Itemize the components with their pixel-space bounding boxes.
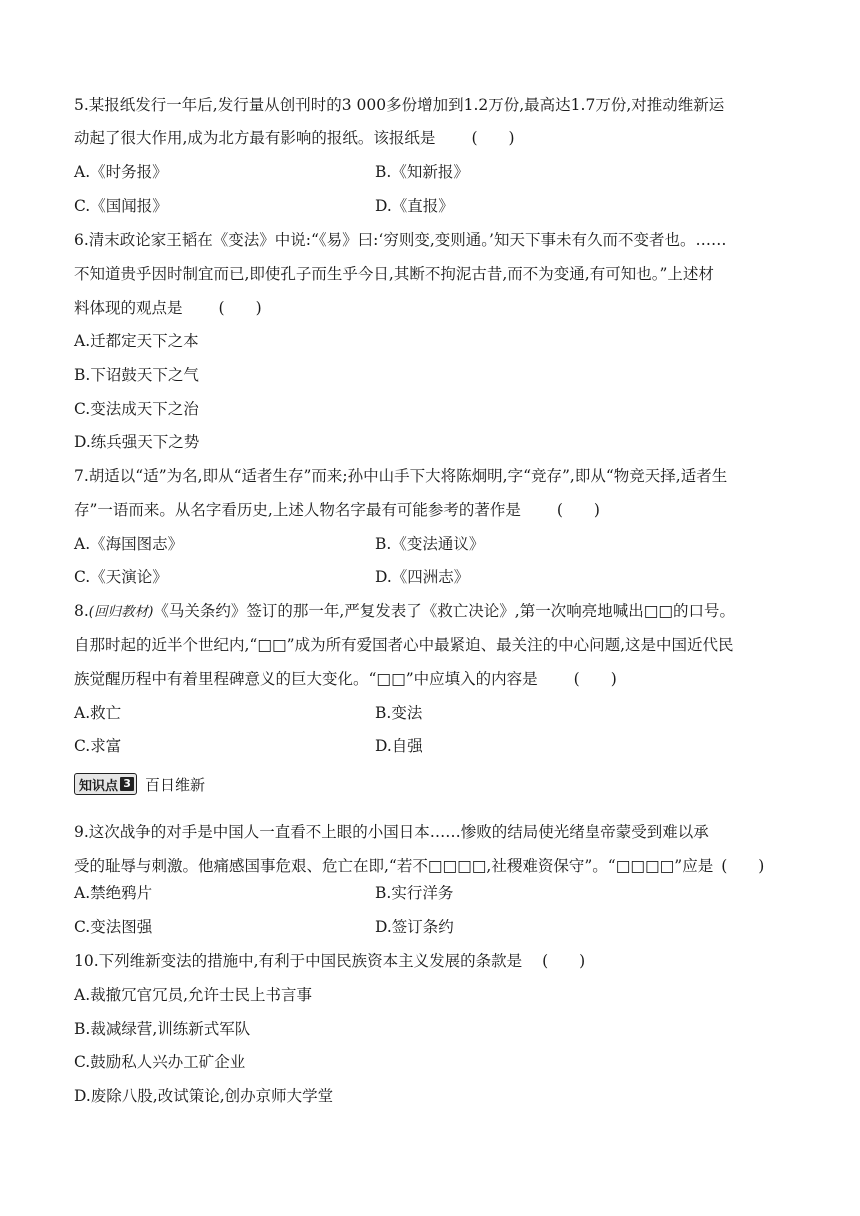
section-title: 百日维新 [145,775,206,794]
q10-option-c: C.鼓励私人兴办工矿企业 [74,1053,246,1071]
q9-option-b: B.实行洋务 [375,884,454,902]
q6-stem-text: 料体现的观点是 [74,299,183,317]
q5-option-b: B.《知新报》 [375,163,469,181]
q8-stem-text: 《马关条约》签订的那一年,严复发表了《救亡决论》,第一次响亮地喊出□□的口号。 [153,602,735,620]
q6-option-d: D.练兵强天下之势 [74,433,200,451]
q7-option-d: D.《四洲志》 [375,568,470,586]
q10-answer-bracket: ( ) [542,952,586,970]
q8-answer-bracket: ( ) [573,670,617,688]
q7-stem-line1: 7.胡适以“适”为名,即从“适者生存”而来;孙中山手下大将陈炯明,字“竞存”,即从“物竞天择,适者生 [74,467,728,485]
q9-stem-text: 受的耻辱与刺激。他痛感国事危艰、危亡在即,“若不□□□□,社稷难资保守”。“□□□□”应是 [74,857,714,875]
q5-option-d: D.《直报》 [375,197,454,215]
q8-option-a: A.救亡 [74,704,122,722]
q7-option-c: C.《天演论》 [74,568,168,586]
q7-stem-line2 [74,500,600,520]
badge-label: 知识点 [79,778,119,794]
q8-stem-line2: 自那时起的近半个世纪内,“□□”成为所有爱国者心中最紧迫、最关注的中心问题,这是中国近代民 [74,636,734,654]
badge-number: 3 [120,777,134,791]
q9-answer-bracket: ( ) [721,857,765,875]
q8-stem-line1: 8.(回归教材)《马关条约》签订的那一年,严复发表了《救亡决论》,第一次响亮地喊出□□的口号。 [74,602,735,620]
q6-option-b: B.下诏鼓天下之气 [74,366,199,384]
q9-stem-line1: 9.这次战争的对手是中国人一直看不上眼的小国日本……惨败的结局使光绪皇帝蒙受到难以承 [74,823,709,841]
q8-stem-line3 [74,669,617,689]
q7-option-b: B.《变法通议》 [375,535,485,553]
q8-option-c: C.求富 [74,737,122,755]
q5-stem-line1: 5.某报纸发行一年后,发行量从创刊时的3 000多份增加到1.2万份,最高达1.7万份,对推动维新运 [74,96,725,114]
q6-stem-line1: 6.清末政论家王韬在《变法》中说:“《易》曰:‘穷则变,变则通。’知天下事未有久而不变者也。…… [74,231,727,249]
knowledge-point-badge [74,773,137,795]
q10-option-a: A.裁撤冗官冗员,允许士民上书言事 [74,986,313,1004]
q9-option-c: C.变法图强 [74,918,153,936]
q8-source-tag: (回归教材) [88,604,154,620]
q6-answer-bracket: ( ) [218,299,262,317]
q6-stem-line3 [74,298,262,318]
q10-stem-line1 [74,951,585,971]
q7-option-a: A.《海国图志》 [74,535,184,553]
q9-stem-line2 [74,856,764,876]
q9-option-d: D.签订条约 [375,918,454,936]
q7-answer-bracket: ( ) [556,501,600,519]
q5-option-c: C.《国闻报》 [74,197,168,215]
q6-stem-line2: 不知道贵乎因时制宜而已,即使孔子而生乎今日,其断不拘泥古昔,而不为变通,有可知也。”上述材 [74,265,714,283]
q6-option-a: A.迁都定天下之本 [74,332,199,350]
q10-option-b: B.裁减绿营,训练新式军队 [74,1020,251,1038]
q9-option-a: A.禁绝鸦片 [74,884,153,902]
q10-stem-text: 10.下列维新变法的措施中,有利于中国民族资本主义发展的条款是 [74,952,523,970]
q7-stem-text: 存”一语而来。从名字看历史,上述人物名字最有可能参考的著作是 [74,501,521,519]
q8-option-b: B.变法 [375,704,423,722]
section-header [74,772,205,796]
q8-option-d: D.自强 [375,737,423,755]
q8-stem-text-3: 族觉醒历程中有着里程碑意义的巨大变化。“□□”中应填入的内容是 [74,670,538,688]
q5-stem-text: 动起了很大作用,成为北方最有影响的报纸。该报纸是 [74,129,436,147]
q10-option-d: D.废除八股,改试策论,创办京师大学堂 [74,1087,334,1105]
q6-option-c: C.变法成天下之治 [74,400,199,418]
q5-stem-line2 [74,128,515,148]
q5-answer-bracket: ( ) [471,129,515,147]
q5-option-a: A.《时务报》 [74,163,168,181]
